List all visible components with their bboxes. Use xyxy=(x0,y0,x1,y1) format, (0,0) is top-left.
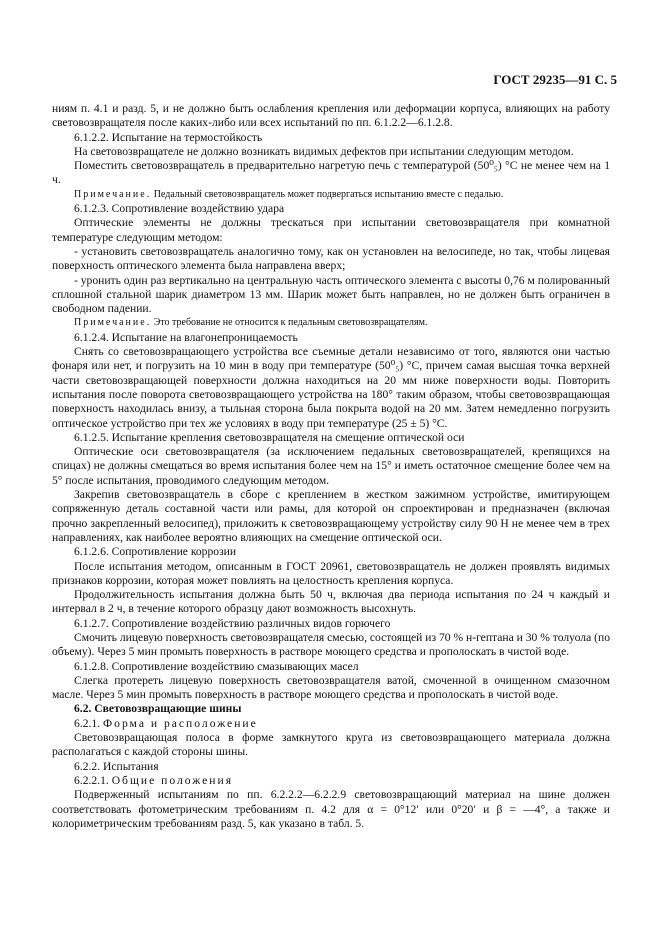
paragraph-text: 6.2.2. Испытания xyxy=(74,759,159,773)
paragraph xyxy=(52,245,610,274)
paragraph-text: Это требование не относится к педальным световозвращателям. xyxy=(151,317,428,329)
page-header: ГОСТ 29235—91 С. 5 xyxy=(493,72,617,87)
paragraph xyxy=(52,788,610,831)
paragraph xyxy=(52,674,610,703)
paragraph xyxy=(52,274,610,317)
document-body xyxy=(52,102,610,831)
paragraph-text: Снять со световозвращающего устройства все съемные детали независимо от того, являются они частью фонаря или нет, и погрузить на 10 мин в воду при температуре (50⁰₅) °С, причем самая высшая точка верхней части световозвращающей поверхности должна находиться на 20 мм ниже поверхности воды. Повторить испытания после поворота световозвращающего устройства на 180° таким образом, чтобы световозвращающая поверхность находилась внизу, а тыльная сторона была покрыта водой на 20 мм. Затем немедленно погрузить оптическое устройство при тех же условиях в воду при температуре (25 ± 5) °С. xyxy=(52,345,610,430)
paragraph xyxy=(52,717,610,731)
paragraph xyxy=(52,102,610,131)
paragraph-text: Закрепив световозвращатель в сборе с креплением в жестком зажимном устройстве, имитирующем сопряженную деталь составной части или рамы, для которой он спроектирован и предназначен (включая прочно закрепленный велосипед), приложить к световозвращающему устройству силу 90 Н не менее чем в трех направлениях, как наиболее вероятно влияющих на смещение оптической оси. xyxy=(52,488,610,544)
paragraph xyxy=(52,159,610,188)
paragraph-text: ниям п. 4.1 и разд. 5, и не должно быть ослабления крепления или деформации корпуса, влияющих на работу световозвращателя после каких-либо или всех испытаний по пп. 6.1.2.2—6.1.2.8. xyxy=(52,102,610,130)
paragraph-label: Примечание. xyxy=(74,188,152,200)
paragraph xyxy=(52,445,610,488)
paragraph-text: Оптические оси световозвращателя (за исключением педальных световозвращателей, крепящихся на спицах) не должны смещаться во время испытания более чем на 15° и иметь остаточное смещение более чем на 5° после испытания, проводимого следующим методом. xyxy=(52,445,610,487)
paragraph-text: 6.1.2.6. Сопротивление коррозии xyxy=(74,545,237,559)
note-paragraph xyxy=(52,316,610,330)
paragraph xyxy=(52,631,610,660)
paragraph-text: Педальный световозвращатель может подвергаться испытанию вместе с педалью. xyxy=(151,188,504,200)
paragraph xyxy=(52,760,610,774)
paragraph-text: 6.1.2.2. Испытание на термостойкость xyxy=(74,130,263,144)
paragraph xyxy=(52,617,610,631)
paragraph-text: После испытания методом, описанным в ГОСТ 20961, световозвращатель не должен проявлять видимых признаков коррозии, которая может повлиять на целостность крепления корпуса. xyxy=(52,559,610,587)
paragraph xyxy=(52,431,610,445)
spaced-heading: Форма и расположение xyxy=(102,716,258,730)
paragraph xyxy=(52,216,610,245)
paragraph-text: 6.1.2.7. Сопротивление воздействию различных видов горючего xyxy=(74,616,391,630)
paragraph xyxy=(52,660,610,674)
paragraph xyxy=(52,488,610,545)
paragraph xyxy=(52,145,610,159)
paragraph xyxy=(52,331,610,345)
paragraph-text: Подверженный испытаниям по пп. 6.2.2.2—6.2.2.9 световозвращающий материал на шине должен соответствовать фотометрическим требованиям п. 4.2 для α = 0°12′ или 0°20′ и β = —4°, а также и колориметрическим требованиям разд. 5, как указано в табл. 5. xyxy=(52,788,610,830)
paragraph-text: 6.2. Световозвращающие шины xyxy=(74,702,242,716)
note-paragraph xyxy=(52,188,610,202)
paragraph xyxy=(52,545,610,559)
paragraph xyxy=(52,202,610,216)
paragraph xyxy=(52,702,610,716)
paragraph xyxy=(52,345,610,431)
paragraph-text: - уронить один раз вертикально на центральную часть оптического элемента с высоты 0,76 м полированный сплошной стальной шарик диаметром 13 мм. Шарик может быть направлен, но не должен быть ограничен в свободном падении. xyxy=(52,273,611,316)
paragraph-text: 6.1.2.4. Испытание на влагонепроницаемость xyxy=(74,330,298,344)
spaced-heading: Общие положения xyxy=(111,773,234,787)
paragraph-label: Примечание. xyxy=(74,317,152,329)
paragraph-text: Слегка протереть лицевую поверхность световозвращателя ватой, смоченной в очищенном смазочном масле. Через 5 мин промыть поверхность в растворе моющего средства и прополоскать в чистой воде. xyxy=(52,673,610,702)
paragraph xyxy=(52,774,610,788)
paragraph-text: - установить световозвращатель аналогично тому, как он установлен на велосипеде, но так, чтобы лицевая поверхность оптического элемента была направлена вверх; xyxy=(52,244,610,273)
paragraph-text: Световозвращающая полоса в форме замкнутого круга из световозвращающего материала должна располагаться с каждой стороны шины. xyxy=(52,731,610,759)
paragraph-text: 6.1.2.3. Сопротивление воздействию удара xyxy=(74,202,285,216)
paragraph xyxy=(52,560,610,589)
paragraph-text: На световозвращателе не должно возникать видимых дефектов при испытании следующим методом. xyxy=(74,144,574,158)
paragraph-text: Смочить лицевую поверхность световозвращателя смесью, состоящей из 70 % н-гептана и 30 % толуола (по объему). Через 5 мин промыть поверхность в растворе моющего средства и прополоскать в чистой воде. xyxy=(52,630,610,659)
paragraph-text: 6.1.2.5. Испытание крепления световозвращателя на смещение оптической оси xyxy=(74,430,465,444)
paragraph xyxy=(52,588,610,617)
paragraph-label: 6.2.1. xyxy=(74,716,103,730)
paragraph-text: Продолжительность испытания должна быть 50 ч, включая два периода испытания по 24 ч каждый и интервал в 2 ч, в течение которого образцу дают возможность высохнуть. xyxy=(52,588,610,616)
paragraph xyxy=(52,131,610,145)
paragraph-text: 6.1.2.8. Сопротивление воздействию смазывающих масел xyxy=(74,659,359,673)
paragraph-label: 6.2.2.1. xyxy=(74,773,112,787)
paragraph-text: Оптические элементы не должны трескаться при испытании световозвращателя при комнатной температуре следующим методом: xyxy=(52,216,610,244)
paragraph xyxy=(52,731,610,760)
paragraph-text: Поместить световозвращатель в предварительно нагретую печь с температурой (50⁰₅) °С не менее чем на 1 ч. xyxy=(52,159,610,187)
